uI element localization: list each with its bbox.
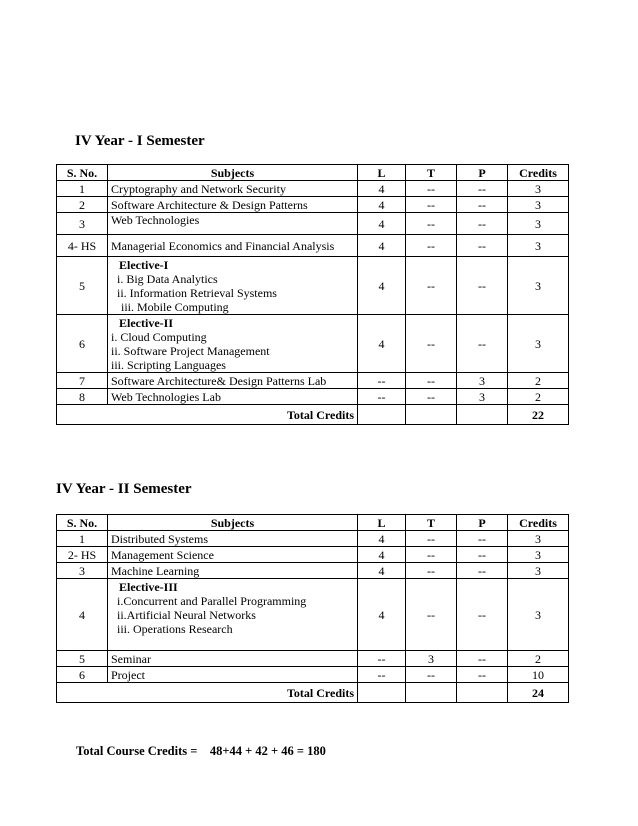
elective-option: i. Big Data Analytics: [117, 271, 218, 286]
row-subject: Machine Learning: [108, 563, 358, 579]
row-subject: Web Technologies: [108, 213, 358, 235]
row-subject: Management Science: [108, 547, 358, 563]
row-credits: 3: [508, 579, 569, 651]
row-l: 4: [358, 181, 406, 197]
header-sno: S. No.: [57, 165, 108, 181]
row-subject: Managerial Economics and Financial Analysis: [108, 235, 358, 257]
row-p: --: [457, 667, 508, 683]
row-p: --: [457, 235, 508, 257]
row-credits: 3: [508, 181, 569, 197]
row-p: --: [457, 563, 508, 579]
header-l: L: [358, 515, 406, 531]
header-l: L: [358, 165, 406, 181]
row-t: --: [406, 257, 457, 315]
elective-option: ii. Information Retrieval Systems: [117, 285, 277, 300]
table-row: [57, 579, 569, 651]
empty-cell: [358, 683, 406, 703]
row-credits: 3: [508, 257, 569, 315]
row-sno: 4: [57, 579, 108, 651]
row-l: 4: [358, 235, 406, 257]
row-credits: 3: [508, 563, 569, 579]
row-p: --: [457, 579, 508, 651]
row-t: 3: [406, 651, 457, 667]
empty-cell: [358, 405, 406, 425]
empty-cell: [406, 405, 457, 425]
row-p: --: [457, 213, 508, 235]
table-row: [57, 257, 569, 315]
row-credits: 3: [508, 547, 569, 563]
row-sno: 8: [57, 389, 108, 405]
row-subject: Software Architecture& Design Patterns Lab: [108, 373, 358, 389]
row-t: --: [406, 373, 457, 389]
table-row: [57, 235, 569, 257]
row-l: 4: [358, 197, 406, 213]
elective-option: i.Concurrent and Parallel Programming: [117, 594, 307, 608]
table-row: [57, 389, 569, 405]
row-sno: 6: [57, 667, 108, 683]
row-credits: 2: [508, 373, 569, 389]
sem2-title: IV Year - II Semester: [56, 481, 192, 497]
sem2-table: [56, 514, 569, 703]
elective-option: ii.Artificial Neural Networks: [117, 608, 256, 622]
row-t: --: [406, 547, 457, 563]
row-subject: Web Technologies Lab: [108, 389, 358, 405]
row-l: --: [358, 667, 406, 683]
row-credits: 3: [508, 235, 569, 257]
row-credits: 3: [508, 197, 569, 213]
row-sno: 5: [57, 257, 108, 315]
row-p: --: [457, 315, 508, 373]
total-course-credits: Total Course Credits = 48+44 + 42 + 46 = 180: [76, 744, 326, 758]
header-sno: S. No.: [57, 515, 108, 531]
row-l: 4: [358, 213, 406, 235]
row-t: --: [406, 181, 457, 197]
elective-cell: [108, 579, 358, 651]
elective-option: iii. Mobile Computing: [121, 299, 229, 314]
header-credits: Credits: [508, 515, 569, 531]
row-l: 4: [358, 547, 406, 563]
table-row: [57, 547, 569, 563]
row-l: --: [358, 373, 406, 389]
row-credits: 3: [508, 315, 569, 373]
elective-option: iii. Scripting Languages: [111, 357, 226, 372]
total-credits-value: 22: [508, 405, 569, 425]
header-subjects: Subjects: [108, 165, 358, 181]
row-sno: 6: [57, 315, 108, 373]
row-p: 3: [457, 389, 508, 405]
header-t: T: [406, 515, 457, 531]
empty-cell: [457, 683, 508, 703]
table-header-row: [57, 515, 569, 531]
row-p: 3: [457, 373, 508, 389]
elective-option: i. Cloud Computing: [111, 329, 207, 344]
total-row: [57, 405, 569, 425]
row-sno: 3: [57, 213, 108, 235]
row-sno: 7: [57, 373, 108, 389]
row-t: --: [406, 667, 457, 683]
row-l: --: [358, 389, 406, 405]
row-sno: 3: [57, 563, 108, 579]
table-row: [57, 651, 569, 667]
table-header-row: [57, 165, 569, 181]
row-p: --: [457, 197, 508, 213]
total-credits-label: Total Credits: [57, 683, 358, 703]
empty-cell: [406, 683, 457, 703]
row-l: 4: [358, 257, 406, 315]
row-l: 4: [358, 315, 406, 373]
row-subject: Project: [108, 667, 358, 683]
row-t: --: [406, 389, 457, 405]
row-l: 4: [358, 531, 406, 547]
row-sno: 5: [57, 651, 108, 667]
total-row: [57, 683, 569, 703]
row-sno: 1: [57, 531, 108, 547]
table-row: [57, 197, 569, 213]
row-t: --: [406, 563, 457, 579]
row-t: --: [406, 197, 457, 213]
sem1-table: [56, 164, 569, 425]
table-row: [57, 667, 569, 683]
total-credits-value: 24: [508, 683, 569, 703]
row-sno: 2: [57, 197, 108, 213]
total-credits-label: Total Credits: [57, 405, 358, 425]
row-credits: 3: [508, 531, 569, 547]
elective-cell: [108, 257, 358, 315]
row-p: --: [457, 651, 508, 667]
row-l: 4: [358, 579, 406, 651]
row-t: --: [406, 235, 457, 257]
row-l: 4: [358, 563, 406, 579]
table-row: [57, 181, 569, 197]
header-subjects: Subjects: [108, 515, 358, 531]
elective-option: ii. Software Project Management: [111, 343, 270, 358]
row-sno: 4- HS: [57, 235, 108, 257]
row-sno: 2- HS: [57, 547, 108, 563]
elective-heading: Elective-III: [119, 580, 178, 594]
row-t: --: [406, 213, 457, 235]
row-t: --: [406, 531, 457, 547]
row-p: --: [457, 531, 508, 547]
table-row: [57, 315, 569, 373]
elective-option: iii. Operations Research: [117, 622, 233, 636]
row-t: --: [406, 315, 457, 373]
row-credits: 10: [508, 667, 569, 683]
elective-heading: Elective-I: [119, 257, 169, 272]
header-p: P: [457, 165, 508, 181]
row-l: --: [358, 651, 406, 667]
empty-cell: [457, 405, 508, 425]
row-p: --: [457, 257, 508, 315]
row-p: --: [457, 181, 508, 197]
row-sno: 1: [57, 181, 108, 197]
header-p: P: [457, 515, 508, 531]
row-p: --: [457, 547, 508, 563]
row-subject: Cryptography and Network Security: [108, 181, 358, 197]
table-row: [57, 563, 569, 579]
table-row: [57, 373, 569, 389]
elective-cell: [108, 315, 358, 373]
header-t: T: [406, 165, 457, 181]
header-credits: Credits: [508, 165, 569, 181]
table-row: [57, 531, 569, 547]
row-credits: 2: [508, 651, 569, 667]
elective-heading: Elective-II: [119, 315, 173, 330]
row-subject: Software Architecture & Design Patterns: [108, 197, 358, 213]
row-credits: 3: [508, 213, 569, 235]
sem1-title: IV Year - I Semester: [75, 133, 205, 149]
table-row: [57, 213, 569, 235]
row-subject: Seminar: [108, 651, 358, 667]
row-credits: 2: [508, 389, 569, 405]
row-t: --: [406, 579, 457, 651]
row-subject: Distributed Systems: [108, 531, 358, 547]
